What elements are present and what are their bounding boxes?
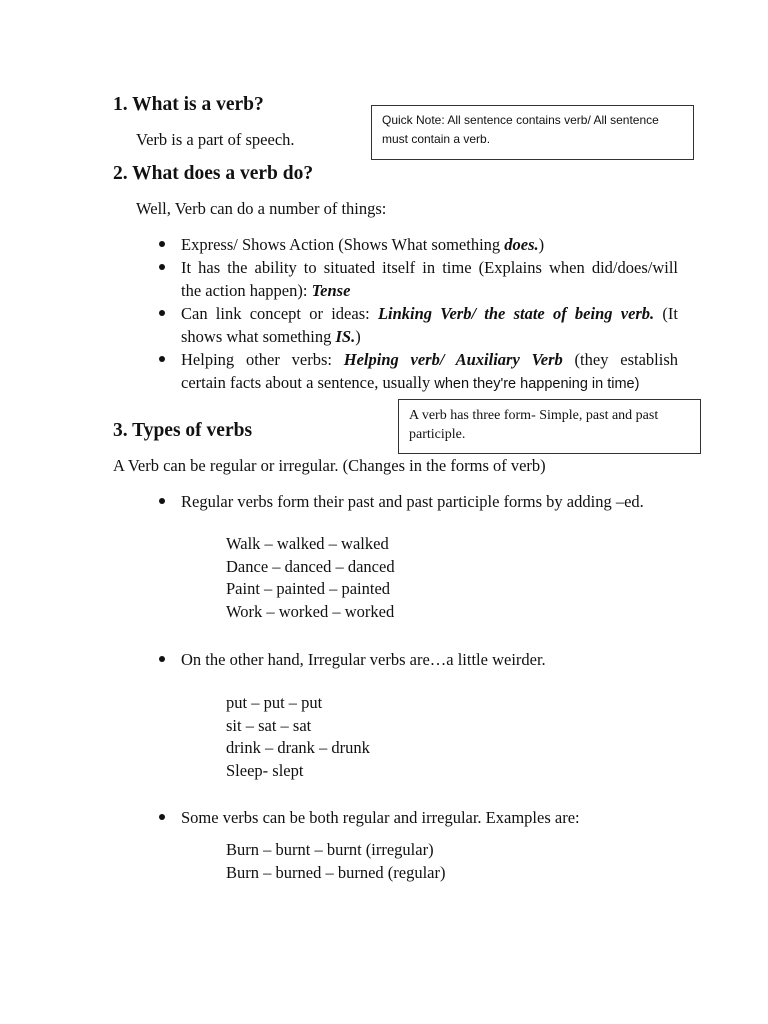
example-line: Dance – danced – danced (226, 556, 395, 576)
bullet-text: Helping other verbs: (181, 350, 344, 369)
example-line: Sleep- slept (226, 760, 304, 780)
quick-note-box (371, 105, 694, 160)
bullet-text: ) (538, 235, 545, 254)
form-note-line-1: A verb has three form- Simple, past and past (409, 408, 659, 423)
bullet-emphasis: Tense (311, 281, 351, 300)
bullet-dot (159, 498, 165, 504)
section-1-heading: 1. What is a verb? (113, 94, 264, 115)
bullet-text: shows what something (181, 327, 336, 346)
bullet-dot (159, 241, 165, 247)
bullet-line (181, 348, 678, 371)
bullet-text: (they establish (562, 350, 678, 369)
bullet-dot (159, 264, 165, 270)
section-1-text: Verb is a part of speech. (136, 130, 295, 149)
bullet-dot (159, 356, 165, 362)
bullet-text: Express/ Shows Action (Shows What something (181, 235, 505, 254)
regular-examples (226, 533, 395, 623)
bullet-emphasis: does. (504, 235, 539, 254)
bullet-line (181, 279, 678, 302)
bullet-text: when they're happening in time) (434, 376, 640, 392)
example-line: sit – sat – sat (226, 715, 312, 735)
bullet-dot (159, 814, 165, 820)
section-2-heading: 2. What does a verb do? (113, 163, 314, 184)
quick-note-line-2: must contain a verb. (382, 132, 491, 146)
bullet-text: the action happen): (181, 281, 312, 300)
bullet-emphasis: Linking Verb/ the state of being verb. (377, 304, 655, 323)
bullet-dot (159, 656, 165, 662)
example-line: Work – worked – worked (226, 601, 395, 621)
bullet-text: Can link concept or ideas: (181, 304, 378, 323)
bullet-dot (159, 310, 165, 316)
example-line: Paint – painted – painted (226, 579, 391, 598)
bullet-line (181, 325, 678, 348)
example-line: put – put – put (226, 693, 323, 712)
bullet-time (181, 256, 678, 302)
form-note-box (398, 399, 701, 454)
bullet-emphasis: Helping verb/ Auxiliary Verb (343, 350, 563, 369)
bullet-line: It has the ability to situated itself in time (Explains when did/does/will (181, 258, 678, 277)
bullet-line (181, 371, 678, 396)
irregular-examples (226, 692, 370, 782)
bullet-regular: Regular verbs form their past and past participle forms by adding –ed. (181, 492, 644, 511)
bullet-helping (181, 348, 678, 396)
bullet-both: Some verbs can be both regular and irregular. Examples are: (181, 808, 580, 827)
bullet-express-action (181, 233, 544, 256)
bullet-text: ) (355, 327, 361, 346)
section-3-intro: A Verb can be regular or irregular. (Changes in the forms of verb) (113, 456, 546, 475)
quick-note-line-1: Quick Note: All sentence contains verb/ All sentence (382, 113, 659, 127)
example-line: Walk – walked – walked (226, 534, 389, 553)
bullet-line (181, 302, 678, 325)
bullet-text: certain facts about a sentence, usually (181, 373, 435, 392)
both-examples (226, 839, 445, 884)
example-line: Burn – burnt – burnt (irregular) (226, 840, 434, 859)
section-2-intro: Well, Verb can do a number of things: (136, 199, 387, 218)
example-line: drink – drank – drunk (226, 738, 370, 757)
bullet-emphasis: IS. (335, 327, 356, 346)
example-line: Burn – burned – burned (regular) (226, 862, 446, 882)
bullet-text: (It (654, 304, 678, 323)
bullet-irregular: On the other hand, Irregular verbs are…a little weirder. (181, 650, 546, 669)
section-3-heading: 3. Types of verbs (113, 420, 253, 441)
bullet-linking (181, 302, 678, 348)
form-note-line-2: participle. (409, 427, 466, 442)
